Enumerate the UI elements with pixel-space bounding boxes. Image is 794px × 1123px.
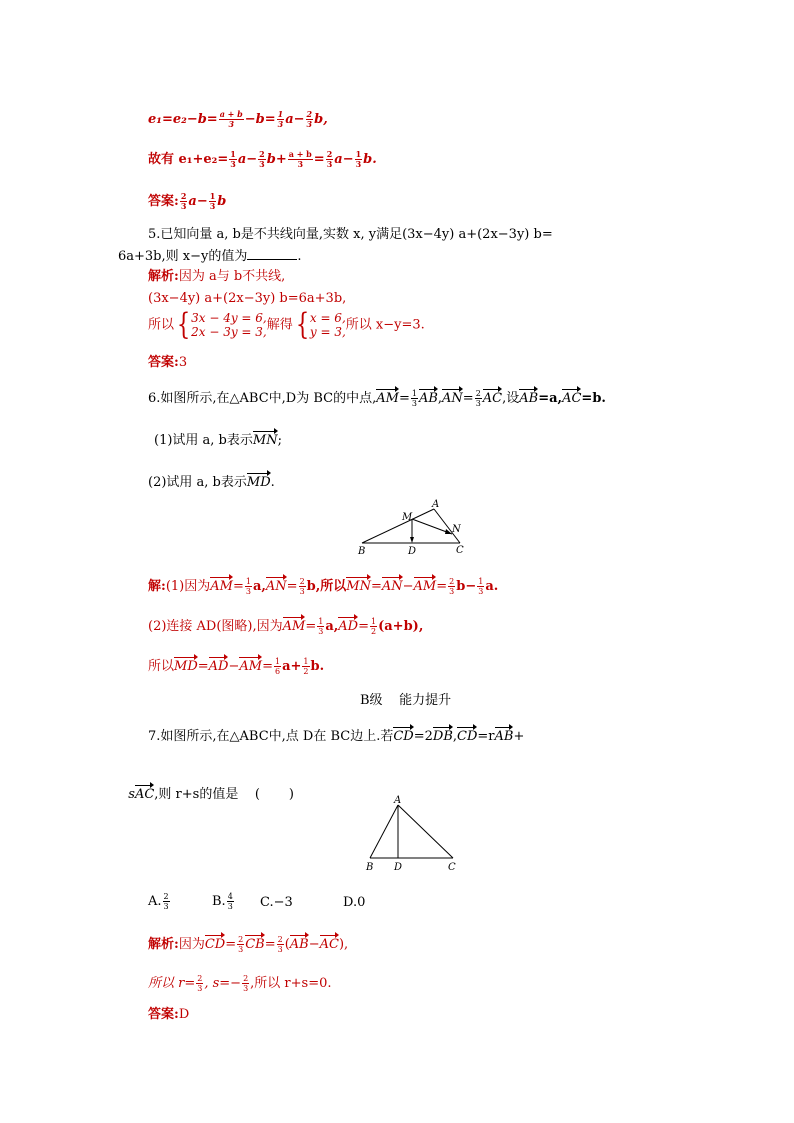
solution-6-part2-result: 所以MD=AD−AM= $\frac{1}{6}$ a+ $\frac{1}{2}$ b. [148,654,324,676]
label-D: D [394,862,403,873]
solution-5-system: 所以{ 3x − 4y = 6, 2x − 3y = 3, 解得{ x = 6, y = 3, 所以 x−y=3. [148,307,425,342]
solution-6-part2: (2)连接 AD(图略),因为AM= $\frac{1}{3}$ a,AD= $\frac{1}{2}$ (a+b), [148,614,423,636]
label-N: N [452,524,461,535]
triangle-figure-1 [350,495,480,560]
derivation-sum: 故有 e₁+e₂= $\frac{1}{3}$ a− $\frac{2}{3}$ b+ $\frac{a + b}{3}$ = $\frac{2}{3}$ a− $\frac{1}{3}$ b. [148,149,377,169]
section-heading: B级 能力提升 [360,693,452,708]
answer-5: 答案:3 [148,355,188,370]
question-5-line1: 5.已知向量 a, b是不共线向量,实数 x, y满足(3x−4y) a+(2x−3y) b= [148,227,553,242]
option-c: C.−3 [260,895,293,910]
label-C: C [448,862,456,873]
question-7-line2: sAC,则 r+s的值是 ( ) [120,764,294,804]
question-7-line1: 7.如图所示,在△ABC中,点 D在 BC边上.若CD=2DB,CD=rAB+ [148,724,524,746]
triangle-figure-2 [360,793,460,875]
label-A: A [432,499,440,510]
label-M: M [402,512,413,523]
label-C: C [456,545,464,556]
solution-5-line2: (3x−4y) a+(2x−3y) b=6a+3b, [148,291,347,306]
answer-7: 答案:D [148,1007,190,1022]
option-b: B. $\frac{4}{3}$ [212,892,233,911]
question-6: 6.如图所示,在△ABC中,D为 BC的中点,AM= $\frac{1}{3}$ AB,AN= $\frac{2}{3}$ AC,设AB=a,AC=b. [148,386,606,408]
solution-5-line1: 解析:因为 a与 b不共线, [148,269,286,284]
question-6-part2: (2)试用 a, b表示MD. [148,470,275,492]
label-A: A [394,795,402,806]
label-D: D [408,546,417,557]
answer-blank [247,247,297,260]
solution-7-line2: 所以 r= $\frac{2}{3}$ , s=− $\frac{2}{3}$ ,所以 r+s=0. [148,974,332,993]
answer-4: 答案: $\frac{2}{3}$ a− $\frac{1}{3}$ b [148,191,227,211]
option-d: D.0 [343,895,366,910]
derivation-e1: e₁=e₂−b= $\frac{a + b}{3}$ −b= $\frac{1}{3}$ a− $\frac{2}{3}$ b, [148,109,328,129]
option-a: A. $\frac{2}{3}$ [148,892,169,911]
question-5-line2: 6a+3b,则 x−y的值为 . [118,249,302,264]
label-B: B [358,546,366,557]
label-B: B [366,862,374,873]
question-6-part1: (1)试用 a, b表示MN; [154,428,282,450]
solution-7-line1: 解析:因为CD= $\frac{2}{3}$ CB= $\frac{2}{3}$ (AB−AC), [148,932,348,954]
solution-6-part1: 解:(1)因为AM= $\frac{1}{3}$ a,AN= $\frac{2}{3}$ b,所以MN=AN−AM= $\frac{2}{3}$ b− $\frac{1}{3}$ a. [148,574,498,596]
